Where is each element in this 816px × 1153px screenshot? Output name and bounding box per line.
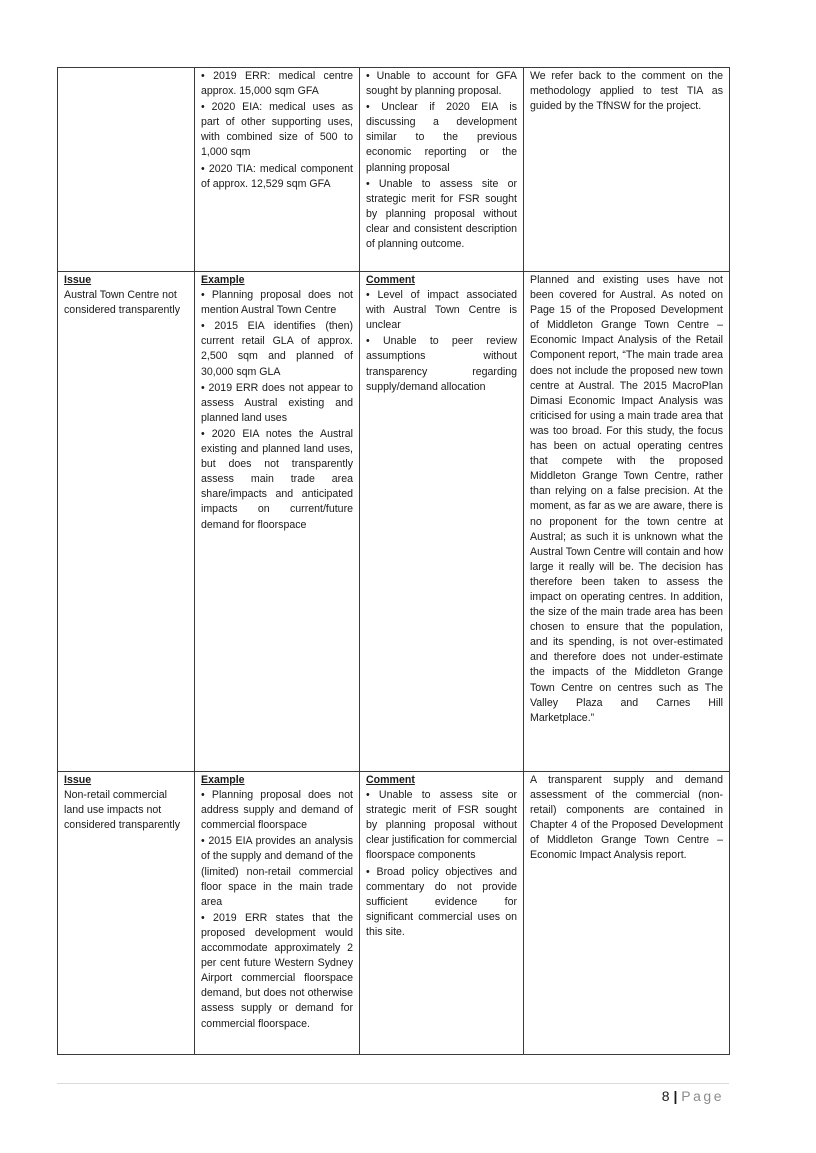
issue-cell — [58, 772, 195, 1055]
issue-text: Non-retail commercial land use impacts not considered transparently — [64, 789, 181, 832]
comment-point: • Unclear if 2020 EIA is discussing a development similar to the previous economic reporting or the planning proposal — [366, 100, 517, 175]
page-separator: | — [673, 1088, 678, 1104]
comment-point: • Unable to peer review assumptions without transparency regarding supply/demand allocation — [366, 334, 517, 394]
example-point: • 2015 EIA provides an analysis of the supply and demand of the (limited) non-retail commercial floor space in the main trade area — [201, 834, 353, 909]
example-point: • 2015 EIA identifies (then) current retail GLA of approx. 2,500 sqm and planned of 30,000 sqm GLA — [201, 319, 353, 379]
comment-heading: Comment — [366, 274, 415, 286]
example-point: • 2019 ERR does not appear to assess Austral existing and planned land uses — [201, 381, 353, 426]
table-row — [58, 772, 730, 1055]
response-text: Planned and existing uses have not been covered for Austral. As noted on Page 15 of the Proposed Development of Middleton Grange Town Centre – Economic Impact Analysis of the Retail Component report, “The main trade area does not include the proposed new town centre at Austral. The 2015 MacroPlan Dimasi Economic Impact Analysis was criticised for using a main trade area that was too broad. For this study, the focus has been on actual operating centres that compete with the proposed Middleton Grange Town Centre, rather than relying on a false precision. At the moment, as far as we are aware, there is no proponent for the town centre at Austral; as such it is unknown what the Austral Town Centre will contain and how large it really will be. The decision has therefore been taken to assess the impact on operating centres. In addition, the size of the main trade area has been chosen to ensure that the population, and its spending, is not over-estimated and therefore does not under-estimate the impacts of the Middleton Grange Town Centre on centres such as The Valley Plaza and Carnes Hill Marketplace.” — [530, 274, 723, 724]
issue-cell — [58, 68, 195, 272]
example-point: • 2019 ERR: medical centre approx. 15,000 sqm GFA — [201, 69, 353, 99]
example-point: • Planning proposal does not mention Austral Town Centre — [201, 288, 353, 318]
comment-point: • Level of impact associated with Austral Town Centre is unclear — [366, 288, 517, 333]
page-number: 8 — [661, 1088, 670, 1104]
table-row — [58, 272, 730, 772]
issue-heading: Issue — [64, 274, 92, 286]
comment-heading: Comment — [366, 774, 415, 786]
example-point: • 2019 ERR states that the proposed development would accommodate approximately 2 per cent future Western Sydney Airport commercial floorspace demand, but does not otherwise assess supply or demand for commercial floorspace. — [201, 911, 353, 1032]
page-word: Page — [681, 1088, 724, 1104]
footer-divider — [57, 1083, 729, 1084]
issue-heading: Issue — [64, 774, 92, 786]
comment-point: • Unable to assess site or strategic merit of FSR sought by planning proposal without clear justification for commercial floorspace components — [366, 788, 517, 863]
response-cell — [524, 68, 730, 272]
example-point: • Planning proposal does not address supply and demand of commercial floorspace — [201, 788, 353, 833]
page-footer — [662, 1088, 724, 1104]
comment-cell — [360, 272, 524, 772]
example-cell — [195, 68, 360, 272]
table-row — [58, 68, 730, 272]
example-heading: Example — [201, 274, 245, 286]
issue-text: Austral Town Centre not considered transparently — [64, 289, 181, 317]
comment-point: • Unable to assess site or strategic merit for FSR sought by planning proposal without clear and consistent description of planning outcome. — [366, 177, 517, 252]
issue-cell — [58, 272, 195, 772]
comment-point: • Broad policy objectives and commentary do not provide sufficient evidence for significant commercial uses on this site. — [366, 865, 517, 940]
example-point: • 2020 EIA notes the Austral existing and planned land uses, but does not transparently assess main trade area share/impacts and anticipated impacts on current/future demand for floorspace — [201, 427, 353, 533]
comment-point: • Unable to account for GFA sought by planning proposal. — [366, 69, 517, 99]
response-text: A transparent supply and demand assessment of the commercial (non-retail) components are contained in Chapter 4 of the Proposed Development of Middleton Grange Town Centre – Economic Impact Analysis report. — [530, 774, 723, 862]
response-text: We refer back to the comment on the methodology applied to test TIA as guided by the TfNSW for the project. — [530, 70, 723, 113]
response-cell — [524, 272, 730, 772]
comment-cell — [360, 772, 524, 1055]
example-cell — [195, 772, 360, 1055]
comment-cell — [360, 68, 524, 272]
review-table — [57, 67, 730, 1055]
example-heading: Example — [201, 774, 245, 786]
example-point: • 2020 TIA: medical component of approx. 12,529 sqm GFA — [201, 162, 353, 192]
response-cell — [524, 772, 730, 1055]
example-point: • 2020 EIA: medical uses as part of other supporting uses, with combined size of 500 to 1,000 sqm — [201, 100, 353, 160]
example-cell — [195, 272, 360, 772]
